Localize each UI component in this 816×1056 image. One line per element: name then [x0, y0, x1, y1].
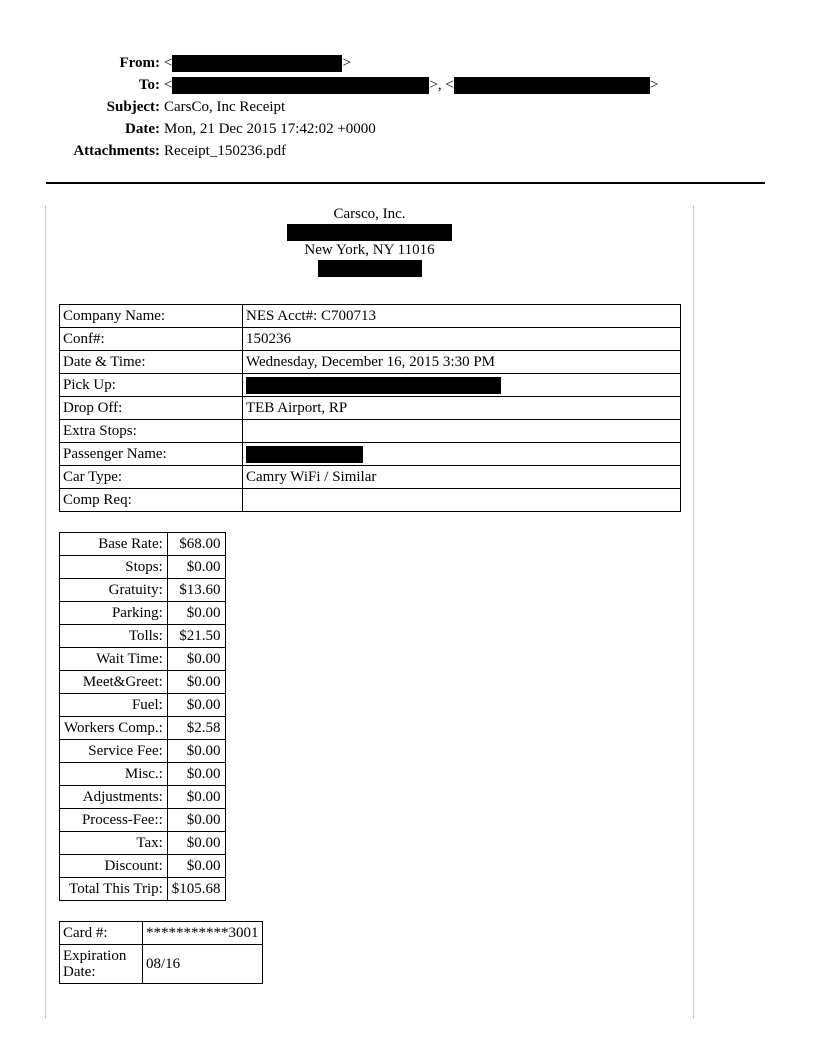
redaction-bar — [287, 224, 452, 241]
card-number-value: ***********3001 — [143, 922, 263, 945]
subject-label: Subject: — [106, 99, 160, 115]
charge-label: Meet&Greet: — [60, 671, 168, 694]
charge-label: Discount: — [60, 855, 168, 878]
company-address-block — [46, 205, 693, 277]
charge-amount: $0.00 — [167, 763, 225, 786]
row-label: Company Name: — [60, 305, 243, 328]
attachment-link[interactable]: Receipt_150236.pdf — [164, 143, 287, 159]
receipt-border-left — [45, 205, 46, 1019]
receipt-border-right — [693, 205, 694, 1019]
charge-amount: $0.00 — [167, 671, 225, 694]
charge-label: Gratuity: — [60, 579, 168, 602]
to-value — [164, 74, 658, 96]
date-label: Date: — [125, 121, 160, 137]
row-label: Drop Off: — [60, 397, 243, 420]
charge-amount: $13.60 — [167, 579, 225, 602]
table-row — [60, 556, 226, 579]
redacted-sender — [172, 55, 342, 72]
charge-label: Total This Trip: — [60, 878, 168, 901]
row-label: Date & Time: — [60, 351, 243, 374]
table-row — [60, 397, 681, 420]
charge-label: Service Fee: — [60, 740, 168, 763]
from-label: From: — [119, 55, 160, 71]
table-row — [60, 809, 226, 832]
charge-amount: $0.00 — [167, 648, 225, 671]
redacted-passenger — [243, 443, 681, 466]
table-row — [60, 786, 226, 809]
charge-amount: $0.00 — [167, 694, 225, 717]
subject-value: CarsCo, Inc Receipt — [164, 99, 286, 115]
charge-label: Stops: — [60, 556, 168, 579]
table-row — [60, 579, 226, 602]
row-label: Comp Req: — [60, 489, 243, 512]
table-row — [60, 832, 226, 855]
row-value: Camry WiFi / Similar — [243, 466, 681, 489]
row-label: Pick Up: — [60, 374, 243, 397]
table-row — [60, 466, 681, 489]
table-row — [60, 420, 681, 443]
row-value: 150236 — [243, 328, 681, 351]
redacted-phone — [46, 259, 693, 277]
table-row — [60, 945, 263, 984]
table-row — [60, 489, 681, 512]
total-row — [60, 878, 226, 901]
redacted-pickup — [243, 374, 681, 397]
charge-amount: $68.00 — [167, 533, 225, 556]
row-value: Wednesday, December 16, 2015 3:30 PM — [243, 351, 681, 374]
date-value: Mon, 21 Dec 2015 17:42:02 +0000 — [164, 121, 376, 137]
charge-amount: $21.50 — [167, 625, 225, 648]
charge-label: Adjustments: — [60, 786, 168, 809]
table-row — [60, 533, 226, 556]
charge-label: Parking: — [60, 602, 168, 625]
from-bracket-close: > — [342, 55, 351, 71]
attachments-label: Attachments: — [73, 143, 160, 159]
redaction-bar — [246, 377, 501, 394]
expiration-label: Expiration Date: — [60, 945, 143, 984]
table-row — [60, 625, 226, 648]
table-row — [60, 328, 681, 351]
table-row — [60, 443, 681, 466]
table-row — [60, 694, 226, 717]
charge-amount: $0.00 — [167, 786, 225, 809]
to-bracket-close: > — [649, 77, 659, 93]
table-row — [60, 305, 681, 328]
company-name: Carsco, Inc. — [333, 206, 406, 222]
charge-label: Misc.: — [60, 763, 168, 786]
charge-label: Tolls: — [60, 625, 168, 648]
row-label: Passenger Name: — [60, 443, 243, 466]
redacted-street — [46, 223, 693, 241]
table-row — [60, 717, 226, 740]
redaction-bar — [246, 446, 363, 463]
table-row — [60, 740, 226, 763]
redacted-recipient-1 — [172, 77, 429, 94]
charge-label: Workers Comp.: — [60, 717, 168, 740]
charge-amount: $105.68 — [167, 878, 225, 901]
charge-amount: $0.00 — [167, 855, 225, 878]
charge-label: Wait Time: — [60, 648, 168, 671]
charge-label: Fuel: — [60, 694, 168, 717]
charges-table — [59, 532, 226, 901]
from-bracket-open: < — [164, 55, 173, 71]
charge-label: Process-Fee:: — [60, 809, 168, 832]
to-separator: >, < — [429, 77, 454, 93]
header-divider — [46, 182, 765, 184]
row-label: Extra Stops: — [60, 420, 243, 443]
from-value — [164, 52, 351, 74]
table-row — [60, 374, 681, 397]
table-row — [60, 855, 226, 878]
company-city: New York, NY 11016 — [304, 242, 435, 258]
table-row — [60, 671, 226, 694]
row-value: TEB Airport, RP — [243, 397, 681, 420]
charge-amount: $2.58 — [167, 717, 225, 740]
charge-amount: $0.00 — [167, 602, 225, 625]
to-bracket-open: < — [164, 77, 173, 93]
row-value — [243, 420, 681, 443]
charge-amount: $0.00 — [167, 556, 225, 579]
charge-amount: $0.00 — [167, 832, 225, 855]
trip-info-table — [59, 304, 681, 512]
expiration-value: 08/16 — [143, 945, 263, 984]
row-label: Conf#: — [60, 328, 243, 351]
to-label: To: — [138, 77, 160, 93]
row-label: Car Type: — [60, 466, 243, 489]
charge-label: Tax: — [60, 832, 168, 855]
card-number-label: Card #: — [60, 922, 143, 945]
table-row — [60, 763, 226, 786]
redacted-recipient-2 — [454, 77, 650, 94]
charge-label: Base Rate: — [60, 533, 168, 556]
table-row — [60, 648, 226, 671]
redaction-bar — [318, 260, 422, 277]
table-row — [60, 922, 263, 945]
table-row — [60, 602, 226, 625]
charge-amount: $0.00 — [167, 740, 225, 763]
row-value: NES Acct#: C700713 — [243, 305, 681, 328]
charge-amount: $0.00 — [167, 809, 225, 832]
payment-table — [59, 921, 263, 984]
table-row — [60, 351, 681, 374]
row-value — [243, 489, 681, 512]
